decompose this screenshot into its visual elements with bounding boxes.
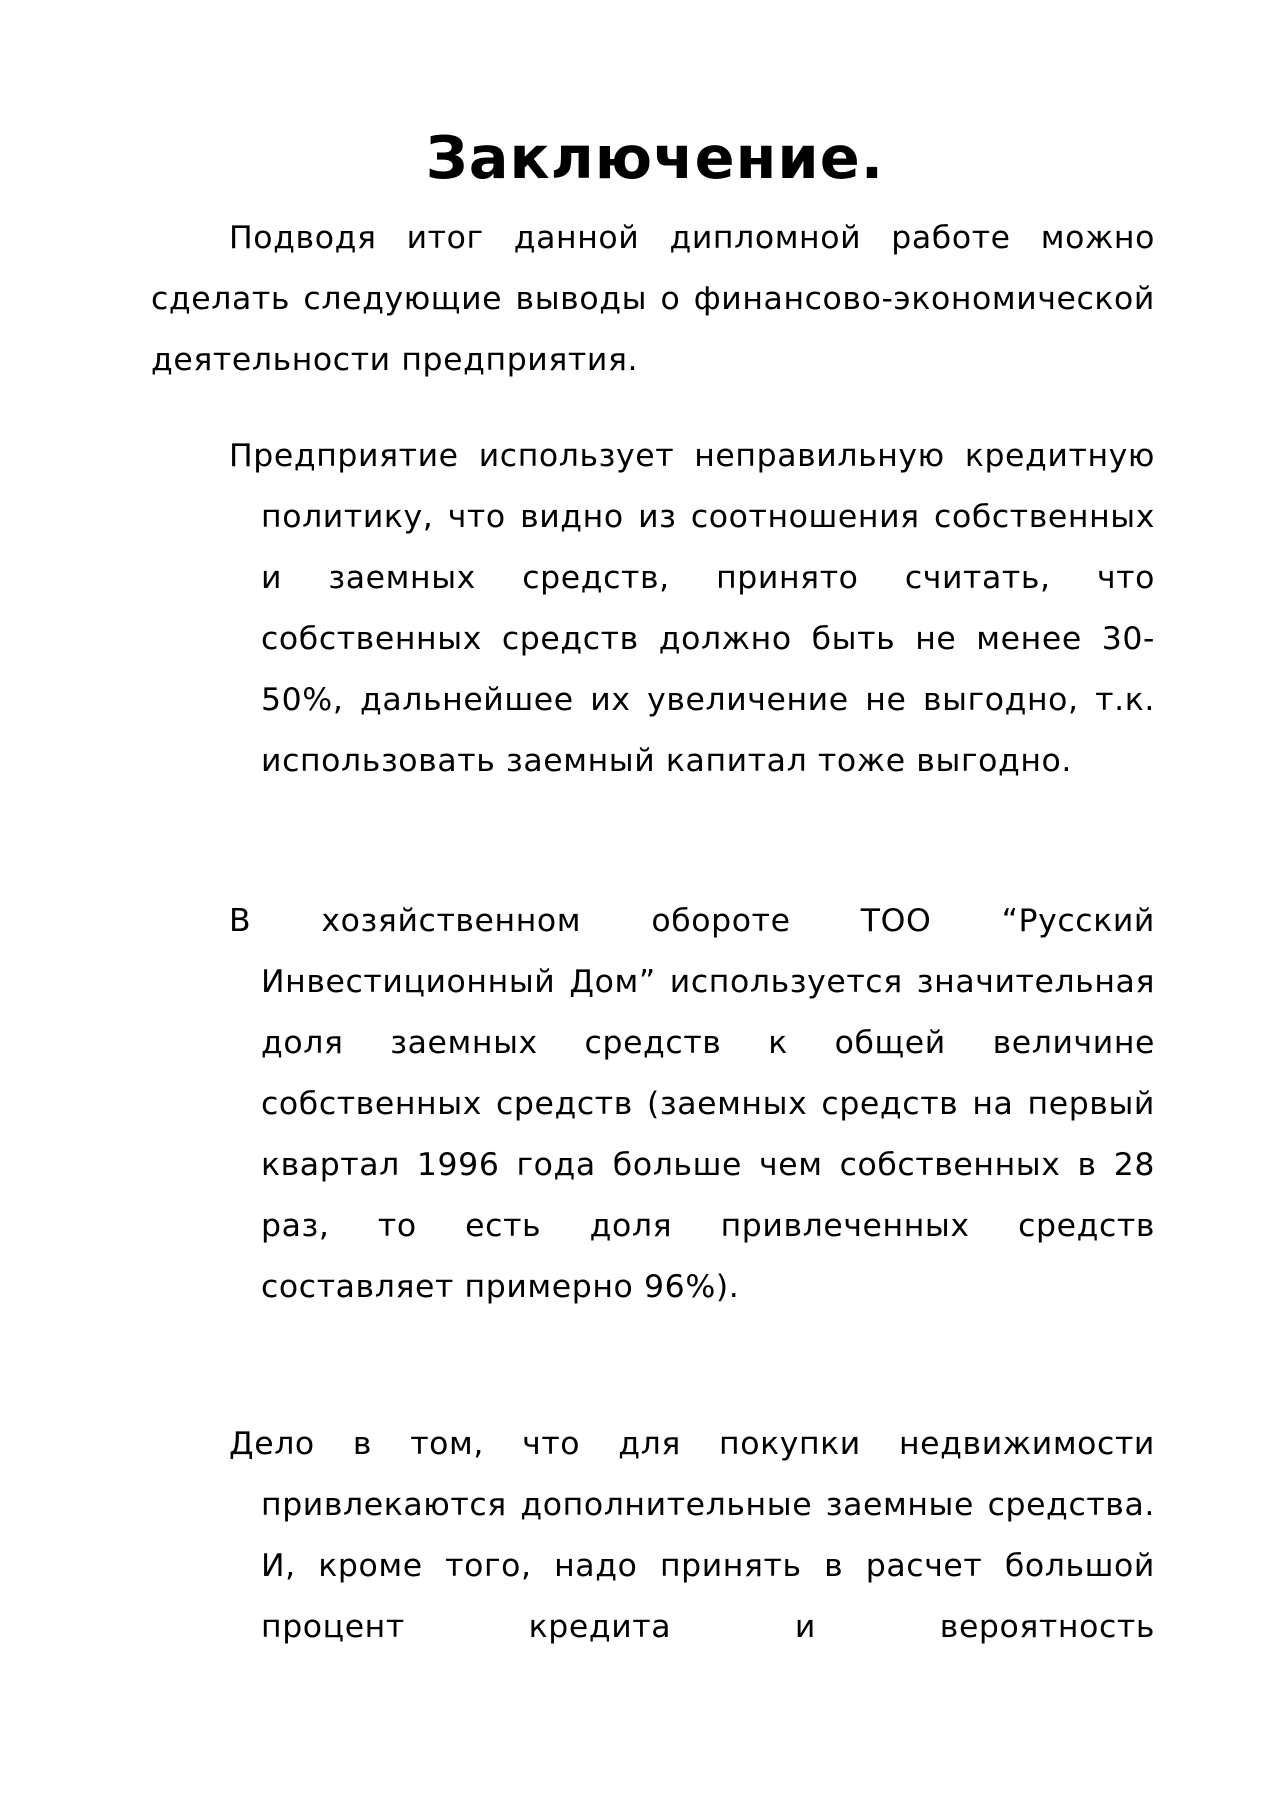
list-item: Дело в том, что для покупки недвижимости привлекаются дополнительные заемные средства. И, кроме того, надо принять в расчет большой процент кредита и вероятность	[229, 1426, 1155, 1645]
list-item: В хозяйственном обороте ТОО “Русский Инвестиционный Дом” используется значительная доля заемных средств к общей величине собственных средств (заемных средств на первый квартал 1996 года больше чем собственных в 28 раз, то есть доля привлеченных средств составляет примерно 96%).	[229, 903, 1155, 1305]
intro-paragraph: Подводя итог данной дипломной работе можно сделать следующие выводы о финансово-экономической деятельности предприятия.	[151, 220, 1155, 378]
page-title: Заключение.	[425, 123, 885, 192]
list-item: Предприятие использует неправильную кредитную политику, что видно из соотношения собственных и заемных средств, принято считать, что собственных средств должно быть не менее 30-50%, дальнейшее их увеличение не выгодно, т.к. использовать заемный капитал тоже выгодно.	[229, 438, 1155, 779]
